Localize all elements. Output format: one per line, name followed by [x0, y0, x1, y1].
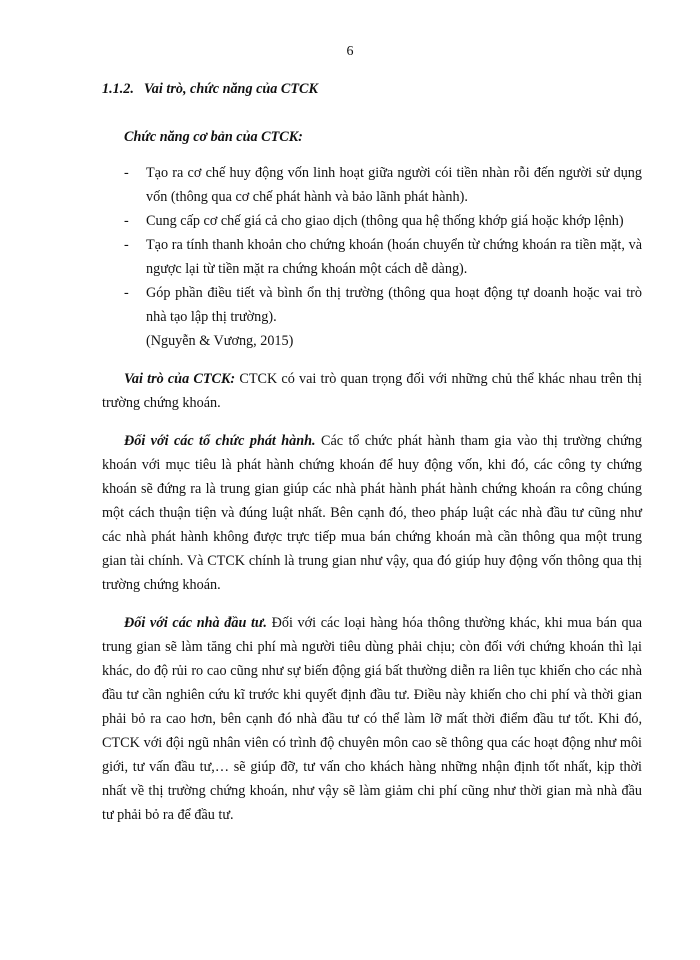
investors-lead: Đối với các nhà đầu tư.: [124, 615, 267, 631]
bullet-dash-icon: -: [124, 285, 129, 301]
list-item: [102, 161, 642, 209]
issuers-text: Các tổ chức phát hành tham gia vào thị trường chứng khoán với mục tiêu là phát hành chứng khoán để huy động vốn, khi đó, các công ty chứng khoán sẽ đứng ra là trung gian giúp các nhà phát hành phát hành chứng khoán ra công chúng một cách thuận tiện và đúng luật nhất. Bên cạnh đó, theo pháp luật các nhà đầu tư cũng như các nhà phát hành không được trực tiếp mua bán chứng khoán mà cần thông qua một trung gian tài chính. Và CTCK chính là trung gian như vậy, qua đó giúp huy động vốn thông qua thị trường chứng khoán.: [102, 433, 642, 593]
list-item-text: Tạo ra tính thanh khoản cho chứng khoán (hoán chuyển từ chứng khoán ra tiền mặt, và ngược lại từ tiền mặt ra chứng khoán một cách dễ dàng).: [146, 237, 642, 277]
issuers-paragraph: [102, 429, 642, 597]
list-item-text: Góp phần điều tiết và bình ổn thị trường (thông qua hoạt động tự doanh hoặc vai trò nhà tạo lập thị trường).: [146, 285, 642, 325]
bullet-dash-icon: -: [124, 165, 129, 181]
citation: (Nguyễn & Vương, 2015): [146, 333, 294, 349]
section-number: 1.1.2.: [102, 81, 134, 97]
bullet-dash-icon: -: [124, 237, 129, 253]
list-item-text: Cung cấp cơ chế giá cả cho giao dịch (thông qua hệ thống khớp giá hoặc khớp lệnh): [146, 213, 624, 229]
document-body: [102, 79, 642, 841]
functions-heading: Chức năng cơ bản của CTCK:: [124, 129, 303, 145]
functions-list: [102, 161, 642, 329]
section-title: Vai trò, chức năng của CTCK: [143, 81, 318, 97]
role-paragraph: [102, 367, 642, 415]
issuers-lead: Đối với các tổ chức phát hành.: [124, 433, 316, 449]
role-lead: Vai trò của CTCK:: [124, 371, 236, 387]
list-item-text: Tạo ra cơ chế huy động vốn linh hoạt giữa người cói tiền nhàn rỗi đến người sử dụng vốn (thông qua cơ chế phát hành và bảo lãnh phát hành).: [146, 165, 642, 205]
role-text: CTCK có vai trò quan trọng đối với những chủ thể khác nhau trên thị trường chứng khoán.: [102, 371, 642, 411]
page-number: 6: [346, 44, 354, 59]
section-heading: [102, 79, 642, 99]
list-item: [102, 209, 642, 233]
list-item: [102, 281, 642, 329]
list-item: [102, 233, 642, 281]
bullet-dash-icon: -: [124, 213, 129, 229]
investors-paragraph: [102, 611, 642, 827]
investors-text: Đối với các loại hàng hóa thông thường khác, khi mua bán qua trung gian sẽ làm tăng chi phí mà người tiêu dùng phải chịu; còn đối với chứng khoán thì lại khác, do độ rủi ro cao cũng như sự biến động giá bất thường diễn ra liên tục khiến cho các nhà đầu tư cần nghiên cứu kĩ trước khi quyết định đầu tư. Điều này khiến cho chi phí và thời gian phải bỏ ra cao hơn, bên cạnh đó nhà đầu tư có thể làm lỡ mất thời điểm đầu tư tốt. Khi đó, CTCK với đội ngũ nhân viên có trình độ chuyên môn cao sẽ thông qua các hoạt động như môi giới, tư vấn đầu tư,… sẽ giúp đỡ, tư vấn cho khách hàng những nhận định tốt nhất, kịp thời nhất về thị trường chứng khoán, như vậy sẽ làm giảm chi phí cũng như thời gian mà nhà đầu tư phải bỏ ra để đầu tư.: [102, 615, 642, 823]
